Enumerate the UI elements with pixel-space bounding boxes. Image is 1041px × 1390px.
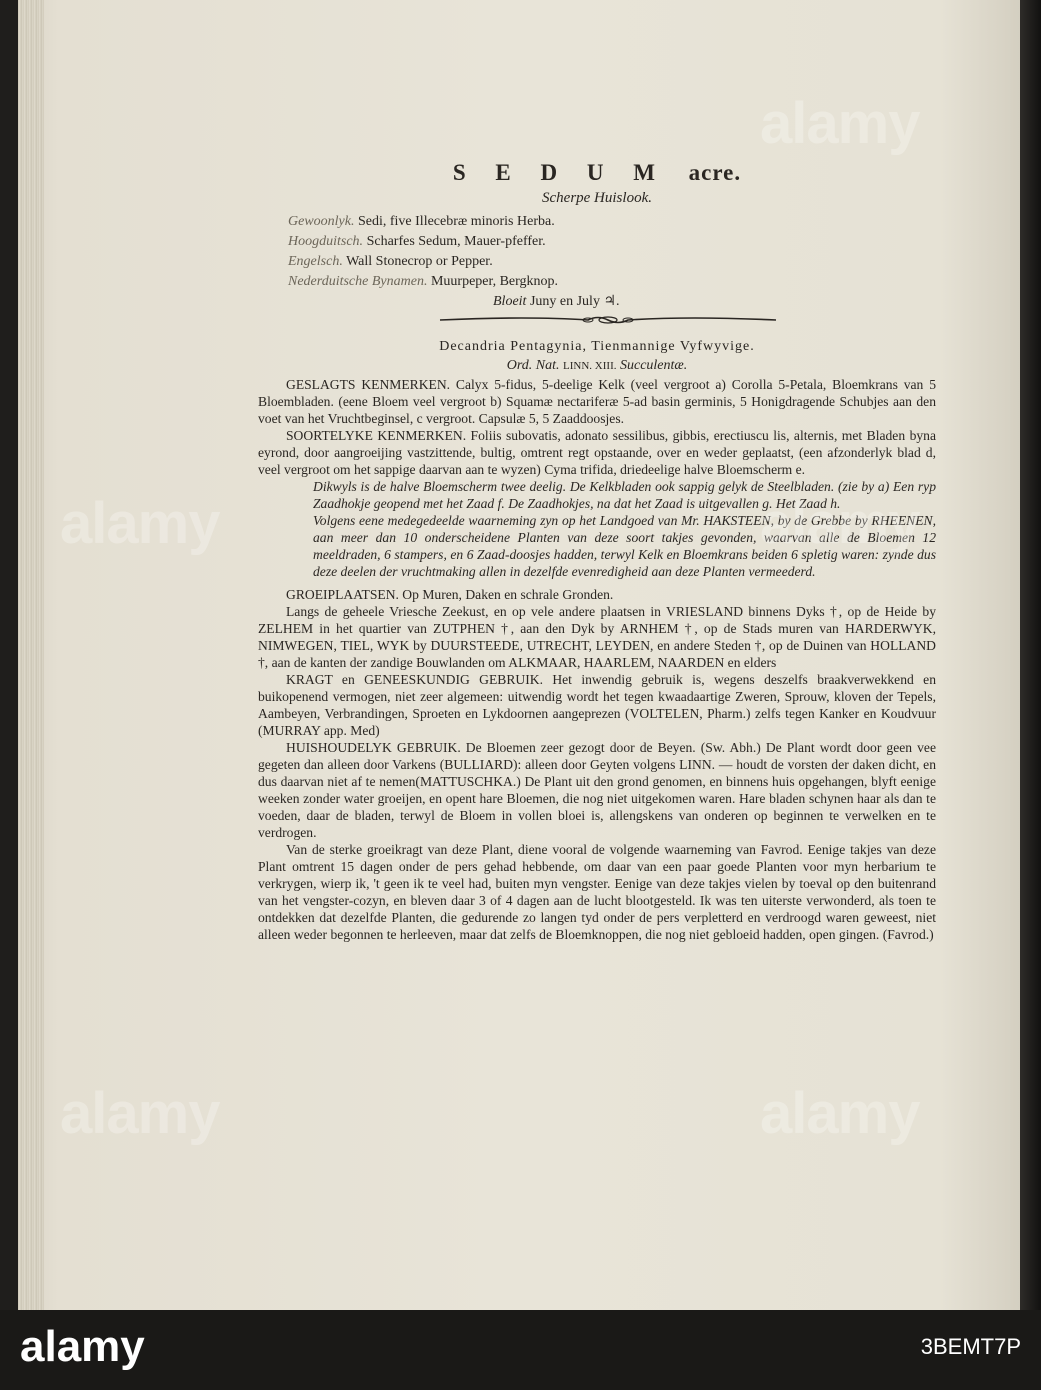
page-content (258, 160, 936, 943)
habitat-heading: GROEIPLAATSEN. Op Muren, Daken en schrale Gronden. (286, 587, 614, 602)
species-characters: SOORTELYKE KENMERKEN. Foliis subovatis, adonato sessilibus, gibbis, erectiuscu lis, alternis, met Bladen byna eyrond, door aangroeijing vastzittende, bultig, omtrent regt opstaande, over en weder geplaatst, (een afzonderlyk blad d, veel vergroot om het sappige daarvan aan te wyzen) Cyma trifida, driedeelige halve Bloemscherm e. (258, 428, 936, 477)
names-list (288, 212, 936, 292)
habitat-paragraph: Langs de geheele Vriesche Zeekust, en op vele andere plaatsen in VRIESLAND binnens Dyks †, op de Heide by ZELHEM in het quartier van ZUTPHEN †, aan den Dyk by ARNHEM †, op de Stads muren van HARDERWYK, NIMWEGEN, TIEL, WYK by DUURSTEEDE, UTRECHT, LEYDEN, en andere Steden †, op de Duinen van HOLLAND †, aan de kanten der zandige Bouwlanden om ALKMAAR, HAARLEM, NAARDEN en elders (258, 604, 936, 670)
watermark: alamy (60, 491, 220, 556)
medical-use-paragraph: KRAGT en GENEESKUNDIG GEBRUIK. Het inwendig gebruik is, wegens deszelfs braakverwekkend en buikopenend vermogen, niet zeer algemeen: uitwendig wordt het tegen kwaadaartige Zweren, Sprouw, kloven der Tepels, Aambeyen, Verbrandingen, Sproeten en Lykdoornen aangeprezen (VOLTELEN, Pharm.) zelfs tegen Kanker en Koudvuur (MURRAY app. Med) (258, 672, 936, 738)
watermark: alamy (60, 1081, 220, 1146)
common-name: Scherpe Huislook. (542, 190, 652, 206)
class-line: Decandria Pentagynia, Tienmannige Vyfwyvige. (439, 339, 755, 354)
ornament-rule (438, 315, 778, 325)
page-edges (18, 0, 44, 1310)
bloom-symbol: ♃. (603, 294, 620, 309)
note-paragraph: Volgens eene medegedeelde waarneming zyn op het Landgoed van Mr. HAKSTEEN, by de Grebbe by RHEENEN, aan meer dan 10 onderscheidene Planten van deze soort takjes gevonden, waarvan alle de Bloemen 12 meeldraden, 6 stampers, en 6 Zaad-doosjes hadden, terwyl Kelk en Bloemkrans beiden 6 spletig waren: zynde dus deze deelen der vruchtmaking allen in dezelfde evenredigheid aan deze Planten vermeederd. (313, 513, 936, 579)
page-title (258, 160, 936, 190)
watermark: alamy (760, 491, 920, 556)
bloom-label: Bloeit (493, 294, 527, 309)
order-line: Ord. Nat. LINN. XIII. Succulentæ. (506, 358, 688, 373)
name-line: Hoogduitsch. Scharfes Sedum, Mauer-pfeffer. (288, 234, 546, 249)
observation-paragraph: Van de sterke groeikragt van deze Plant, diene vooral de volgende waarneming van Favrod. Eenige takjes van deze Plant omtrent 15 dagen onder de pers gehad hebbende, om daar van een paar goede Planten voor myn herbarium te verkrygen, wierp ik, 't geen ik te veel had, buiten myn vengster. Eenige van deze takjes vielen by toeval op den buitenrand van het vengster-cozyn, en bleven daar 3 of 4 dagen aan de lucht blootgesteld. Ik was ten uiterste verwonderd, als toen te ontdekken dat dezelfde Planten, die gedurende zo langen tyd onder de pers verpletterd en verdroogd waren geweest, niet alleen weder begonnen te herleeven, maar dat zelfs de Bloemknoppen, die nog niet gebloeid hadden, open gingen. (Favrod.) (258, 842, 936, 942)
watermark: alamy (760, 1081, 920, 1146)
bloom-line (493, 292, 936, 312)
name-line: Nederduitsche Bynamen. Muurpeper, Bergknop. (288, 274, 559, 289)
binding-edge (1020, 0, 1041, 1310)
title-species: acre. (688, 160, 742, 185)
household-use-paragraph: HUISHOUDELYK GEBRUIK. De Bloemen zeer gezogt door de Beyen. (Sw. Abh.) De Plant wordt door geen vee gegeten dan alleen door Varkens (BULLIARD): alleen door Geyten volgens LINN. — houdt de vorsten der daken dicht, en dus daarvan niet af te nemen(MATTUSCHKA.) De Plant uit den grond genomen, en binnens huis opgehangen, blyft eenige weeken zonder water groeijen, en opent hare Bloemen, die nog niet uitgekomen waren. Hare bladen schynen haar als dan te voeden, daar de bladen, terwyl de Bloem in vollen bloei is, allengskens van onderen op beginnen te verwelken en te verdrogen. (258, 740, 936, 840)
title-genus: S E D U M (452, 160, 667, 185)
watermark: alamy (760, 91, 920, 156)
footer-logo: alamy (20, 1322, 145, 1371)
name-line: Engelsch. Wall Stonecrop or Pepper. (288, 254, 493, 269)
name-line: Gewoonlyk. Sedi, five Illecebræ minoris Herba. (288, 214, 555, 229)
note-paragraph: Dikwyls is de halve Bloemscherm twee deelig. De Kelkbladen ook sappig gelyk de Steelbladen. (zie by a) Een ryp Zaadhokje geopend met het Zaad f. De Zaadhokjes, na dat het Zaad is uitgevallen g. Het Zaad h. (313, 479, 936, 511)
genus-characters: GESLAGTS KENMERKEN. Calyx 5-fidus, 5-deelige Kelk (veel vergroot a) Corolla 5-Petala, Bloemkrans van 5 Bloembladen. (eene Bloem veel vergroot b) Squamæ nectariferæ 5-ad basin germinis, 5 Honigdragende Schubjes aan den voet van het Vruchtbeginsel, c vergroot. Capsulæ 5, 5 Zaaddoosjes. (258, 377, 936, 426)
footer-id: 3BEMT7P (920, 1334, 1021, 1359)
bloom-value: Juny en July (529, 294, 600, 309)
footer-band (0, 1310, 1041, 1390)
